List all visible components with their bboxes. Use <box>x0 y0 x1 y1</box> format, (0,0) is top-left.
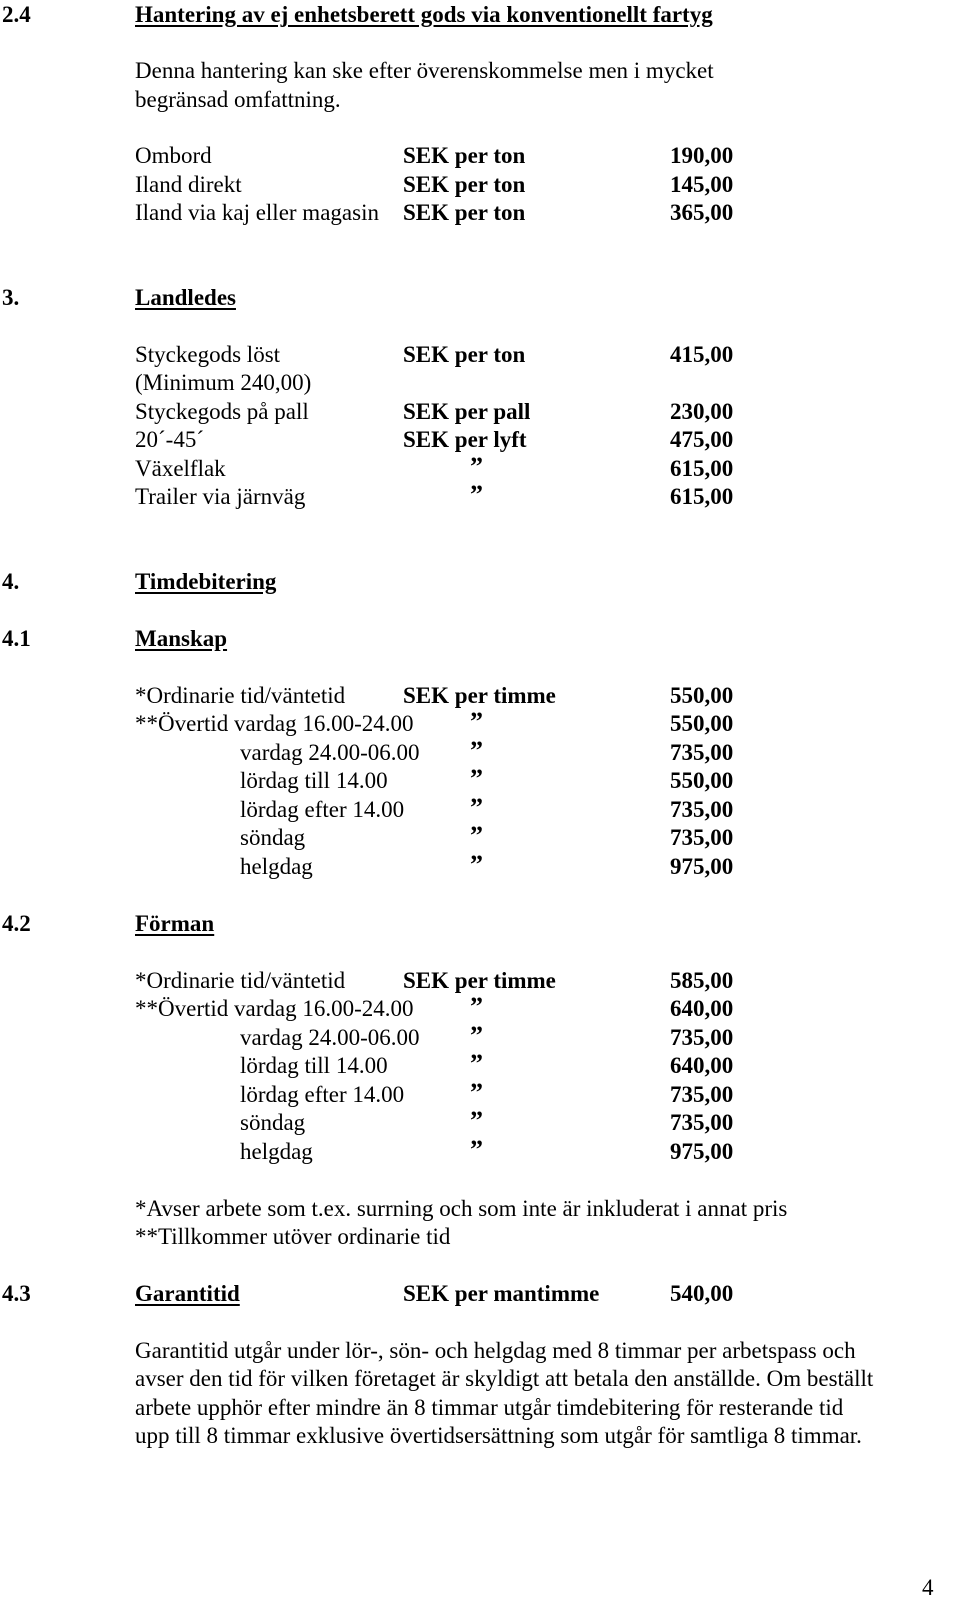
section-title: Manskap <box>135 626 228 651</box>
row-price: 540,00 <box>670 1281 734 1306</box>
ditto-mark: ” <box>470 850 483 879</box>
row-label: *Ordinarie tid/väntetid <box>135 968 346 993</box>
paragraph-line: Garantitid utgår under lör-, sön- och helgdag med 8 timmar per arbetspass och <box>135 1338 856 1363</box>
section-title: Garantitid <box>135 1281 240 1306</box>
section-number: 3. <box>2 285 20 310</box>
paragraph-line: avser den tid för vilken företaget är skyldigt att betala den anställde. Om beställt <box>135 1366 874 1391</box>
row-label: Styckegods på pall <box>135 399 309 424</box>
ditto-mark: ” <box>470 736 483 765</box>
section-number: 4.2 <box>2 911 31 936</box>
ditto-mark: ” <box>470 821 483 850</box>
row-unit: SEK per timme <box>403 683 556 708</box>
row-price: 585,00 <box>670 968 734 993</box>
row-price: 145,00 <box>670 172 734 197</box>
section-title: Landledes <box>135 285 236 310</box>
section-number: 4.3 <box>2 1281 31 1306</box>
row-label: **Övertid vardag 16.00-24.00 <box>135 711 414 736</box>
row-price: 640,00 <box>670 1053 734 1078</box>
row-price: 190,00 <box>670 143 734 168</box>
row-unit: SEK per ton <box>403 200 526 225</box>
row-price: 735,00 <box>670 1110 734 1135</box>
ditto-mark: ” <box>470 992 483 1021</box>
row-label: lördag efter 14.00 <box>240 1082 405 1107</box>
row-label: Växelflak <box>135 456 226 481</box>
row-price: 475,00 <box>670 427 734 452</box>
row-label: Iland via kaj eller magasin <box>135 200 379 225</box>
row-unit: SEK per timme <box>403 968 556 993</box>
row-price: 735,00 <box>670 797 734 822</box>
page-number: 4 <box>922 1575 934 1600</box>
row-price: 735,00 <box>670 1082 734 1107</box>
row-label: helgdag <box>240 1139 313 1164</box>
row-label: (Minimum 240,00) <box>135 370 312 395</box>
paragraph-line: Denna hantering kan ske efter överenskommelse men i mycket <box>135 58 714 83</box>
ditto-mark: ” <box>470 452 483 481</box>
section-title: Förman <box>135 911 215 936</box>
ditto-mark: ” <box>470 480 483 509</box>
row-label: helgdag <box>240 854 313 879</box>
row-label: söndag <box>240 825 306 850</box>
row-price: 550,00 <box>670 683 734 708</box>
section-title: Timdebitering <box>135 569 277 594</box>
ditto-mark: ” <box>470 1078 483 1107</box>
footnote: *Avser arbete som t.ex. surrning och som inte är inkluderat i annat pris <box>135 1196 788 1221</box>
row-unit: SEK per ton <box>403 143 526 168</box>
row-unit: SEK per mantimme <box>403 1281 600 1306</box>
row-price: 615,00 <box>670 456 734 481</box>
row-price: 735,00 <box>670 1025 734 1050</box>
paragraph-line: begränsad omfattning. <box>135 87 341 112</box>
row-label: söndag <box>240 1110 306 1135</box>
row-label: lördag efter 14.00 <box>240 797 405 822</box>
ditto-mark: ” <box>470 1135 483 1164</box>
footnote: **Tillkommer utöver ordinarie tid <box>135 1224 451 1249</box>
row-label: 20´-45´ <box>135 427 204 452</box>
row-unit: SEK per lyft <box>403 427 527 452</box>
row-label: **Övertid vardag 16.00-24.00 <box>135 996 414 1021</box>
row-label: Trailer via järnväg <box>135 484 306 509</box>
row-label: lördag till 14.00 <box>240 1053 388 1078</box>
row-price: 415,00 <box>670 342 734 367</box>
row-price: 615,00 <box>670 484 734 509</box>
ditto-mark: ” <box>470 707 483 736</box>
ditto-mark: ” <box>470 1049 483 1078</box>
section-number: 4. <box>2 569 20 594</box>
section-number: 2.4 <box>2 2 31 27</box>
row-price: 230,00 <box>670 399 734 424</box>
row-unit: SEK per ton <box>403 172 526 197</box>
ditto-mark: ” <box>470 1106 483 1135</box>
row-label: vardag 24.00-06.00 <box>240 740 420 765</box>
ditto-mark: ” <box>470 764 483 793</box>
row-price: 735,00 <box>670 825 734 850</box>
row-price: 975,00 <box>670 1139 734 1164</box>
paragraph-line: upp till 8 timmar exklusive övertidsersättning som utgår för samtliga 8 timmar. <box>135 1423 862 1448</box>
row-label: Iland direkt <box>135 172 242 197</box>
paragraph-line: arbete upphör efter mindre än 8 timmar utgår timdebitering för resterande tid <box>135 1395 844 1420</box>
row-label: Ombord <box>135 143 212 168</box>
section-number: 4.1 <box>2 626 31 651</box>
row-label: Styckegods löst <box>135 342 281 367</box>
row-price: 975,00 <box>670 854 734 879</box>
ditto-mark: ” <box>470 1021 483 1050</box>
section-title: Hantering av ej enhetsberett gods via konventionellt fartyg <box>135 2 713 27</box>
row-label: lördag till 14.00 <box>240 768 388 793</box>
row-unit: SEK per ton <box>403 342 526 367</box>
ditto-mark: ” <box>470 793 483 822</box>
row-price: 550,00 <box>670 768 734 793</box>
row-price: 365,00 <box>670 200 734 225</box>
row-label: *Ordinarie tid/väntetid <box>135 683 346 708</box>
row-unit: SEK per pall <box>403 399 531 424</box>
row-price: 735,00 <box>670 740 734 765</box>
row-label: vardag 24.00-06.00 <box>240 1025 420 1050</box>
row-price: 550,00 <box>670 711 734 736</box>
row-price: 640,00 <box>670 996 734 1021</box>
